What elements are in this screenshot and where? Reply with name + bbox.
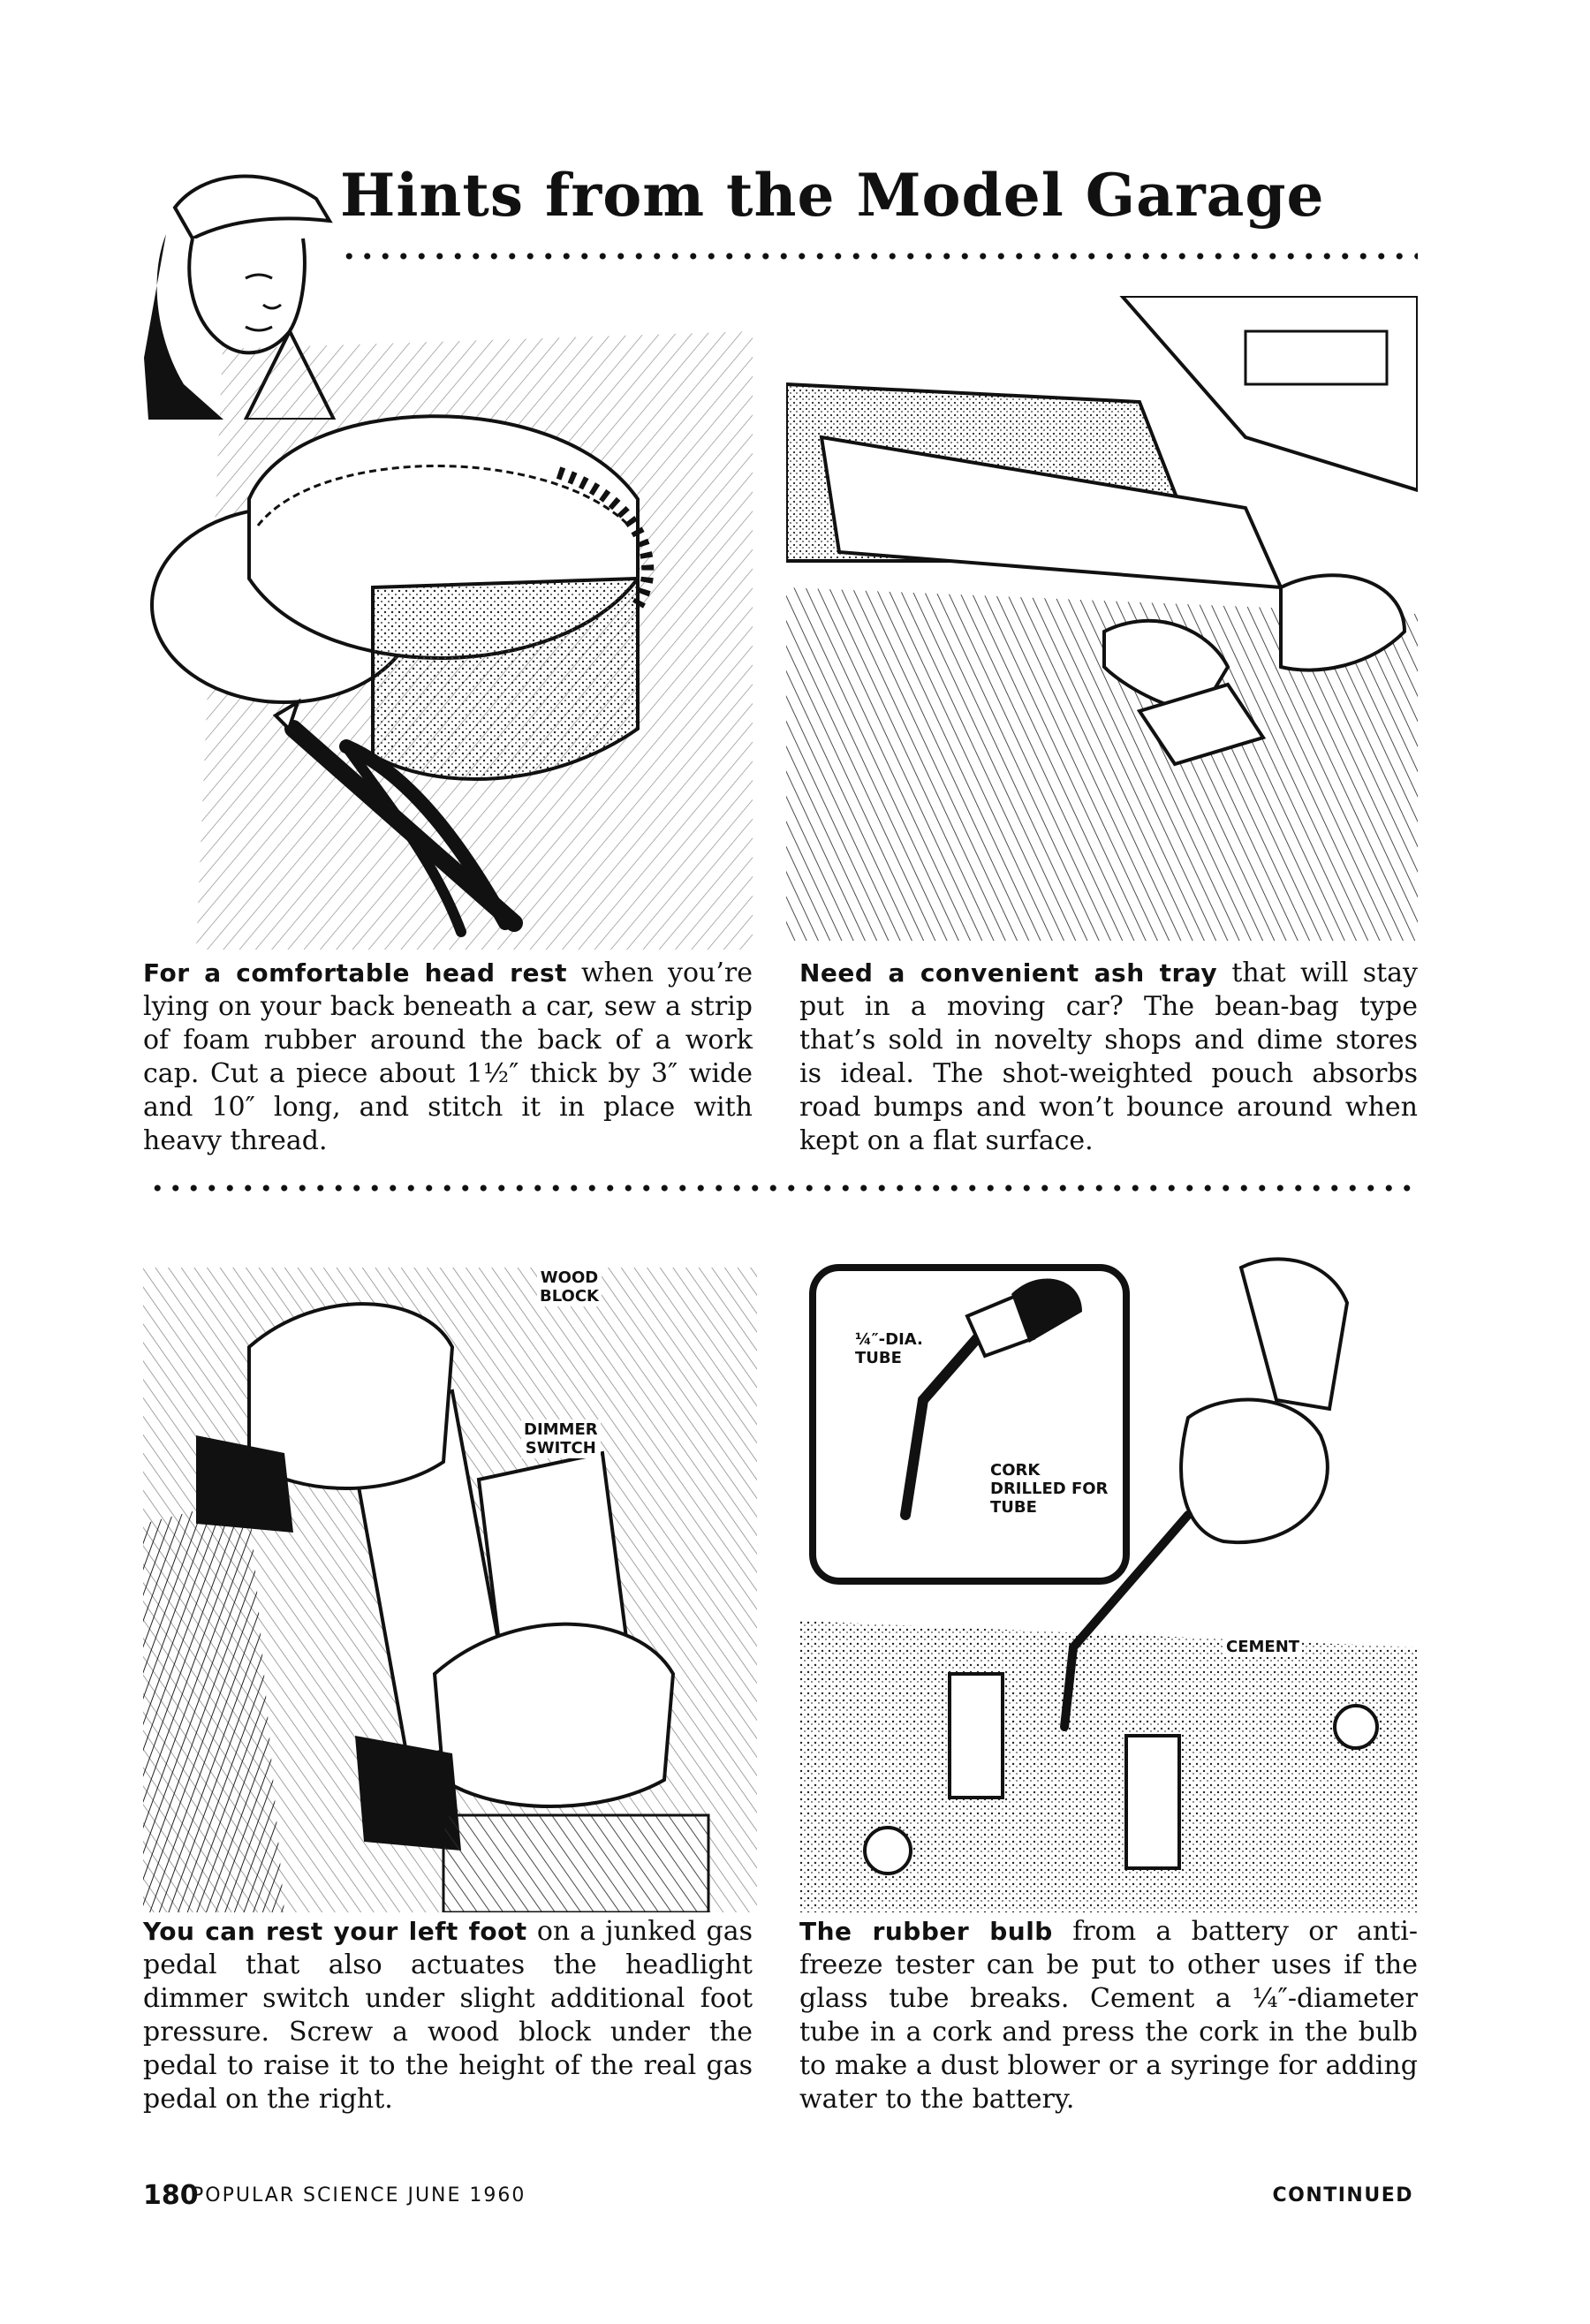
label-cement: CEMENT [1223, 1637, 1302, 1657]
hint-caption-left-foot [143, 1915, 753, 2116]
label-tube: ¼″-DIA. TUBE [852, 1329, 926, 1368]
page-title: Hints from the Model Garage [340, 161, 1325, 230]
label-cork: CORK DRILLED FOR TUBE [988, 1460, 1110, 1518]
work-cap-illustration [143, 314, 757, 950]
label-wood-block: WOOD BLOCK [537, 1268, 602, 1306]
hint-lead: The rubber bulb [799, 1917, 1053, 1946]
hint-body: that will stay put in a moving car? The bean-bag type that’s sold in novelty shops and dime stores is ideal. The shot-weighted pouch absorbs road bumps and won’t bounce around when kept on a flat surface. [799, 958, 1418, 1156]
title-dotted-rule [340, 252, 1418, 261]
hint-lead: For a comfortable head rest [143, 958, 568, 988]
hint-lead: You can rest your left foot [143, 1917, 527, 1946]
label-dimmer-switch: DIMMER SWITCH [521, 1419, 601, 1458]
hint-caption-rubber-bulb [799, 1915, 1418, 2116]
hint-caption-head-rest [143, 957, 753, 1158]
hint-body: when you’re lying on your back beneath a car, sew a strip of foam rubber around the back of a work cap. Cut a piece about 1½″ thick by 3″ wide and 10″ long, and stitch it in place with heavy thread. [143, 958, 753, 1156]
section-dotted-rule [148, 1184, 1420, 1192]
hint-body: from a battery or anti-freeze tester can be put to other uses if the glass tube breaks. Cement a ¼″-diameter tube in a cork and press the cork in the bulb to make a dust blower or a syringe for adding water to the battery. [799, 1916, 1418, 2115]
hint-caption-ash-tray [799, 957, 1418, 1158]
ash-tray-illustration [786, 296, 1418, 941]
page-number: 180 [143, 2180, 199, 2211]
pedal-illustration [143, 1232, 757, 1912]
magazine-issue: POPULAR SCIENCE JUNE 1960 [192, 2184, 526, 2207]
hint-lead: Need a convenient ash tray [799, 958, 1218, 988]
hint-body: on a junked gas pedal that also actuates the headlight dimmer switch under slight additional foot pressure. Screw a wood block under the pedal to raise it to the height of the real gas pedal on the right. [143, 1916, 753, 2115]
continued-label: CONTINUED [1272, 2184, 1413, 2207]
